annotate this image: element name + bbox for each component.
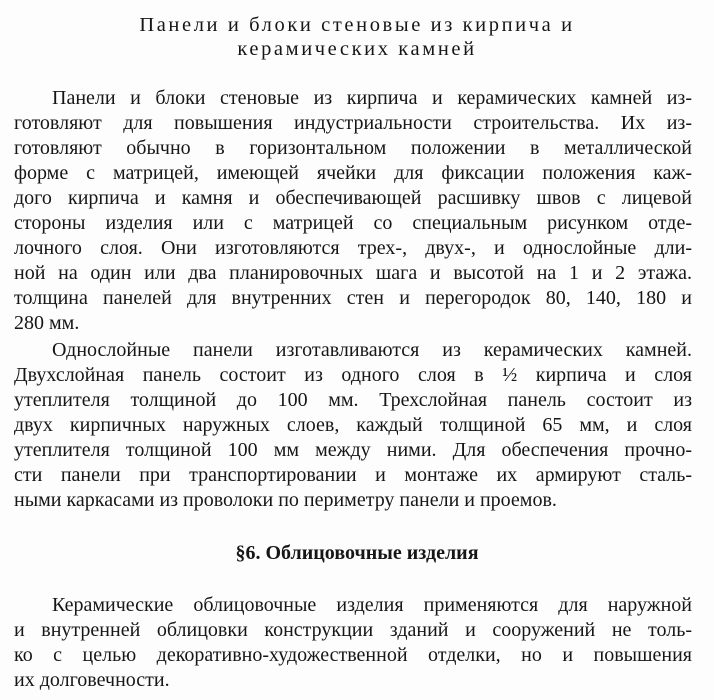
text-line: сти панели при транспортировании и монтаже их армируют сталь- xyxy=(14,464,692,486)
text-line: толщина панелей для внутренних стен и перегородок 80, 140, 180 и xyxy=(14,287,692,309)
text-line: их долговечности. xyxy=(14,669,170,691)
paragraph-facing-products xyxy=(14,593,692,693)
text-line: готовляют для повышения индустриальности строительства. Их из- xyxy=(14,112,692,134)
text-line: утеплителя толщиной 100 мм между ними. Для обеспечения прочно- xyxy=(14,439,692,461)
text-line: готовляют обычно в горизонтальном положении в металлической xyxy=(14,137,692,159)
document-title xyxy=(0,13,714,61)
text-line: утеплителя толщиной до 100 мм. Трехслойная панель состоит из xyxy=(14,389,692,411)
text-line: ко с целью декоративно-художественной отделки, но и повышения xyxy=(14,644,692,666)
text-line: 280 мм. xyxy=(14,312,80,334)
text-line: ной на один или два планировочных шага и высотой на 1 и 2 этажа. xyxy=(14,262,692,284)
text-line: дого кирпича и камня и обеспечивающей расшивку швов с лицевой xyxy=(14,187,692,209)
text-line: двух кирпичных наружных слоев, каждый толщиной 65 мм, и слоя xyxy=(14,414,692,436)
title-line-2: керамических камней xyxy=(237,38,477,60)
title-line-1: Панели и блоки стеновые из кирпича и xyxy=(139,14,575,36)
text-line: ными каркасами из проволоки по периметру панели и проемов. xyxy=(14,489,557,511)
text-line: Керамические облицовочные изделия применяются для наружной xyxy=(52,594,692,616)
paragraph-panels-intro xyxy=(14,86,692,336)
text-line: стороны изделия или с матрицей со специальным рисунком отде- xyxy=(14,212,692,234)
text-line: форме с матрицей, имеющей ячейки для фиксации положения каж- xyxy=(14,162,692,184)
text-line: Двухслойная панель состоит из одного слоя в ½ кирпича и слоя xyxy=(14,364,692,386)
section-heading: §6. Облицовочные изделия xyxy=(235,542,479,564)
text-line: и внутренней облицовки конструкции зданий и сооружений не толь- xyxy=(14,619,692,641)
paragraph-panel-layers xyxy=(14,338,692,513)
text-line: Однослойные панели изготавливаются из керамических камней. xyxy=(52,339,692,361)
text-line: лочного слоя. Они изготовляются трех-, двух-, и однослойные дли- xyxy=(14,237,692,259)
text-line: Панели и блоки стеновые из кирпича и керамических камней из- xyxy=(52,87,692,109)
